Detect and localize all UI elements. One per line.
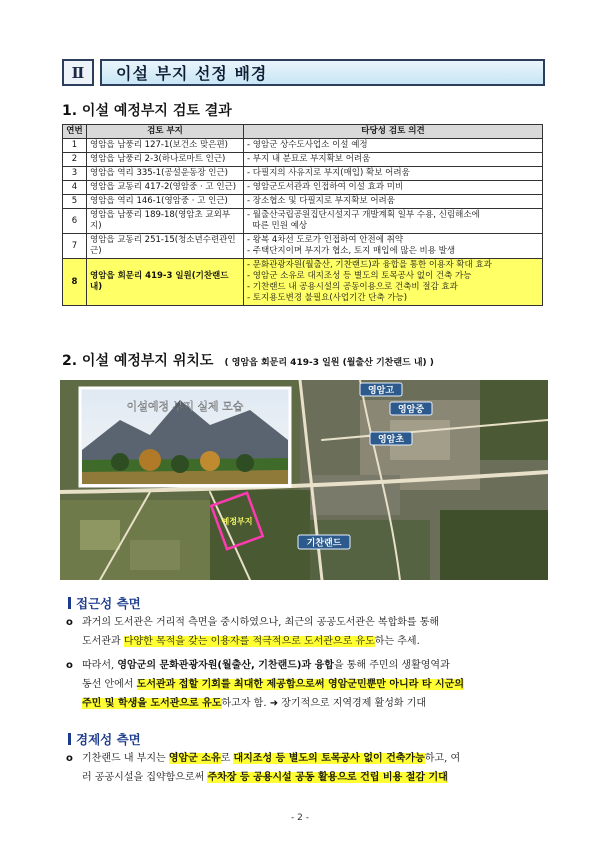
opinion-line: - 영암군 소유로 대지조성 등 별도의 토목공사 없이 건축 가능 bbox=[247, 271, 472, 281]
review-table bbox=[62, 124, 543, 306]
row-site: 영암읍 교동리 251-15(청소년수련관인근) bbox=[87, 234, 244, 259]
table-row bbox=[63, 167, 543, 181]
table-row bbox=[63, 234, 543, 259]
table-row bbox=[63, 259, 543, 306]
row-site: 영암읍 남풍리 2-3(하나로마트 인근) bbox=[87, 153, 244, 167]
economy-p1-text-d: 러 공공시설을 집약함으로써 bbox=[82, 772, 208, 783]
opinion-line: - 영암군 상수도사업소 이설 예정 bbox=[247, 140, 368, 150]
column-header-no: 연번 bbox=[63, 125, 87, 139]
map-label-yeongam-high: 영암고 bbox=[367, 386, 395, 396]
access-p2-text-c: 을 통해 주민의 생활영역과 bbox=[333, 660, 450, 671]
economy-p1-text-a: 기찬랜드 내 부지는 bbox=[82, 753, 169, 764]
review-heading: 1. 이설 예정부지 검토 결과 bbox=[62, 103, 232, 119]
access-p2-highlight-2: 주민 및 학생을 도서관으로 유도 bbox=[82, 698, 222, 709]
economy-p1-highlight-1: 영암군 소유 bbox=[168, 753, 221, 764]
table-row bbox=[63, 195, 543, 209]
row-opinion bbox=[244, 195, 543, 209]
economy-p1-highlight-3: 주차장 등 공용시설 공동 활용으로 건립 비용 절감 기대 bbox=[207, 772, 448, 783]
row-site: 영암읍 역리 146-1(영암중 · 고 인근) bbox=[87, 195, 244, 209]
map-label-yeongam-elementary: 영암초 bbox=[377, 435, 405, 445]
location-map bbox=[60, 380, 548, 580]
heading-bar bbox=[68, 597, 71, 609]
column-header-site: 검토 부지 bbox=[87, 125, 244, 139]
row-number: 2 bbox=[63, 153, 87, 167]
access-paragraph-2 bbox=[66, 656, 557, 713]
row-number: 8 bbox=[63, 259, 87, 306]
access-p2-text-a: 따라서, bbox=[82, 660, 118, 671]
opinion-line: - 기찬랜드 내 공용시설의 공동이용으로 건축비 절감 효과 bbox=[247, 282, 458, 292]
location-subheading: ( 영암읍 회문리 419-3 일원 (월출산 기찬랜드 내) ) bbox=[224, 358, 434, 368]
opinion-line: 따른 민원 예상 bbox=[247, 221, 308, 231]
opinion-line: - 주택단지이며 부지가 협소, 토지 매입에 많은 비용 발생 bbox=[247, 246, 456, 256]
economy-p1-highlight-2: 대지조성 등 별도의 토목공사 없이 건축가능 bbox=[233, 753, 425, 764]
opinion-line: - 장소협소 및 다필지로 부지확보 어려움 bbox=[247, 196, 395, 206]
row-site: 영암읍 남풍리 189-18(영암초 교외부지) bbox=[87, 209, 244, 234]
aerial-map-image bbox=[60, 380, 548, 580]
row-opinion bbox=[244, 259, 543, 306]
section-header bbox=[62, 59, 545, 86]
opinion-line: - 다필지의 사유지로 부지(매입) 확보 어려움 bbox=[247, 168, 410, 178]
table-row bbox=[63, 139, 543, 153]
economy-p1-text-b: 로 bbox=[220, 753, 234, 764]
location-heading-line bbox=[62, 350, 434, 370]
row-number: 3 bbox=[63, 167, 87, 181]
access-p2-text-d: 동선 안에서 bbox=[82, 679, 137, 690]
economy-heading bbox=[68, 730, 141, 748]
opinion-line: - 토지용도변경 불필요(사업기간 단축 가능) bbox=[247, 293, 408, 303]
site-marker-label: 예정부지 bbox=[221, 517, 253, 526]
access-heading-text: 접근성 측면 bbox=[76, 596, 141, 611]
location-heading: 2. 이설 예정부지 위치도 bbox=[62, 353, 214, 369]
access-p1-text-c: 하는 추세. bbox=[374, 636, 420, 647]
page-number: - 2 - bbox=[291, 813, 309, 823]
access-p1-text-b: 도서관과 bbox=[82, 636, 124, 647]
access-p2-bold: 영암군의 문화관광자원(월출산, 기찬랜드)과 융합 bbox=[117, 660, 334, 671]
access-p2-highlight-1: 도서관과 접할 기회를 최대한 제공함으로써 영암군민뿐만 아니라 타 시군의 bbox=[136, 679, 464, 690]
bullet-icon: o bbox=[66, 617, 73, 628]
opinion-line: - 왕복 4차선 도로가 인접하여 안전에 취약 bbox=[247, 235, 404, 245]
access-paragraph-1 bbox=[66, 613, 557, 651]
economy-paragraph-1 bbox=[66, 749, 557, 787]
row-number: 5 bbox=[63, 195, 87, 209]
table-row bbox=[63, 181, 543, 195]
opinion-line: - 문화관광자원(월출산, 기찬랜드)과 융합을 통한 이용자 확대 효과 bbox=[247, 260, 492, 270]
opinion-line: - 월출산국립공원집단시설지구 개발계획 일부 수용, 신림해소에 bbox=[247, 210, 480, 220]
map-label-yeongam-middle: 영암중 bbox=[397, 405, 425, 415]
row-number: 6 bbox=[63, 209, 87, 234]
bullet-icon: o bbox=[66, 660, 73, 671]
access-heading bbox=[68, 594, 141, 612]
access-p1-text-a: 과거의 도서관은 거리적 측면을 중시하였으나, 최근의 공공도서관은 복합화를 통해 bbox=[82, 617, 440, 628]
access-p2-text-e: 하고자 함. ➜ 장기적으로 지역경제 활성화 기대 bbox=[221, 698, 427, 709]
section-number: Ⅱ bbox=[62, 59, 94, 86]
section-title: 이설 부지 선정 배경 bbox=[100, 59, 545, 86]
photo-caption: 이설예정 부지 실제 모습 bbox=[126, 400, 244, 413]
row-opinion bbox=[244, 234, 543, 259]
row-opinion bbox=[244, 181, 543, 195]
bullet-icon: o bbox=[66, 753, 73, 764]
opinion-line: - 영암군도서관과 인접하여 이설 효과 미비 bbox=[247, 182, 404, 192]
row-number: 1 bbox=[63, 139, 87, 153]
table-row bbox=[63, 209, 543, 234]
economy-heading-text: 경제성 측면 bbox=[76, 732, 141, 747]
table-row bbox=[63, 153, 543, 167]
row-site: 영암읍 남풍리 127-1(보건소 맞은편) bbox=[87, 139, 244, 153]
opinion-line: - 부지 내 분묘로 부지확보 어려움 bbox=[247, 154, 371, 164]
row-number: 4 bbox=[63, 181, 87, 195]
column-header-opinion: 타당성 검토 의견 bbox=[244, 125, 543, 139]
heading-bar bbox=[68, 733, 71, 745]
row-opinion bbox=[244, 209, 543, 234]
access-p1-highlight: 다양한 목적을 갖는 이용자를 적극적으로 도서관으로 유도 bbox=[123, 636, 375, 647]
row-number: 7 bbox=[63, 234, 87, 259]
economy-p1-text-c: 하고, 여 bbox=[424, 753, 461, 764]
map-label-gichan-land: 기찬랜드 bbox=[306, 538, 342, 549]
row-opinion bbox=[244, 167, 543, 181]
row-site: 영암읍 역리 335-1(공설운동장 인근) bbox=[87, 167, 244, 181]
row-opinion bbox=[244, 153, 543, 167]
row-opinion bbox=[244, 139, 543, 153]
row-site: 영암읍 교동리 417-2(영암중 · 고 인근) bbox=[87, 181, 244, 195]
row-site: 영암읍 회문리 419-3 일원(기찬랜드 내) bbox=[87, 259, 244, 306]
